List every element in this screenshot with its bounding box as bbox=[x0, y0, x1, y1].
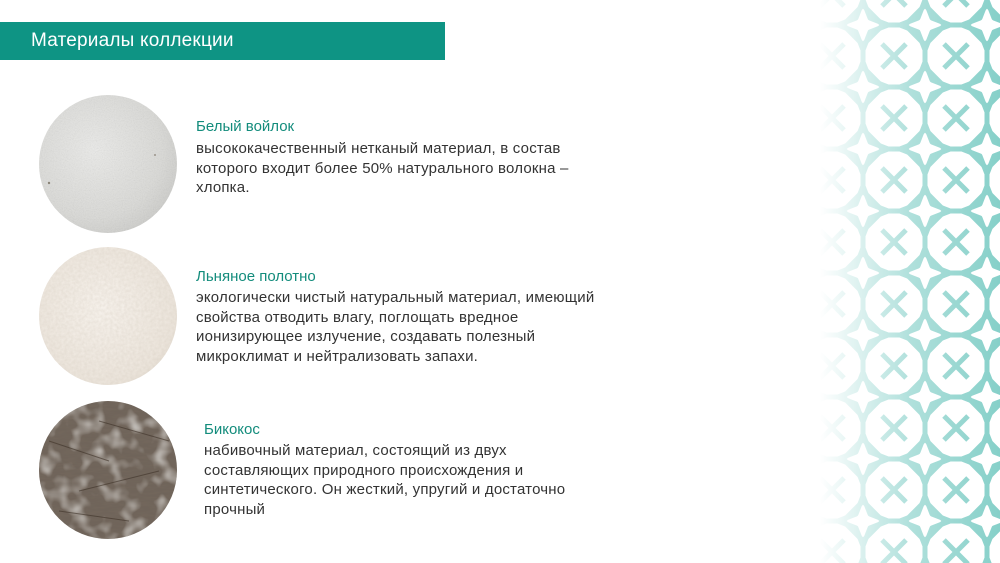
bicoconut-texture-icon bbox=[39, 401, 177, 539]
title-bar bbox=[0, 22, 445, 60]
linen-texture-icon bbox=[39, 247, 177, 385]
ornament-pattern-icon bbox=[820, 0, 1000, 563]
material-description: набивочный материал, состоящий из двух составляющих природного происхождения и синтетического. Он жесткий, упругий и достаточно прочный bbox=[204, 442, 566, 518]
material-description: высококачественный нетканый материал, в состав которого входит более 50% натурального волокна – хлопка. bbox=[196, 140, 569, 196]
material-name: Льняное полотно bbox=[196, 268, 316, 285]
material-name: Белый войлок bbox=[196, 118, 295, 135]
page-title: Материалы коллекции bbox=[31, 30, 234, 51]
material-description: экологически чистый натуральный материал, имеющий свойства отводить влагу, поглощать вредное ионизирующее излучение, создавать полезный микроклимат и нейтрализовать запахи. bbox=[196, 289, 595, 365]
white-felt-texture-icon bbox=[39, 95, 177, 233]
material-name: Бикокос bbox=[204, 421, 260, 438]
